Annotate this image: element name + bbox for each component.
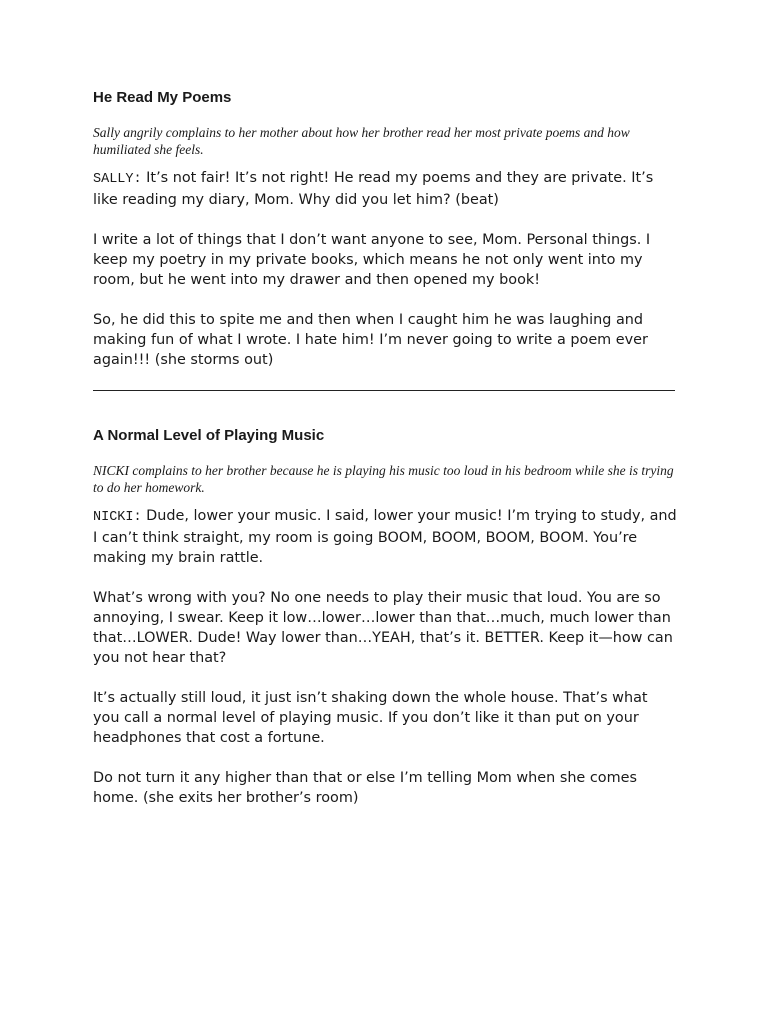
monologue-paragraph: What’s wrong with you? No one needs to play their music that loud. You are so annoying, I swear. Keep it low…lower…lower than that…much, much lower than that…LOWER. Dude! Way lower than…YEAH, that’s it. BETTER. Keep it—how can you not hear that? [93,590,673,666]
scene-he-read-my-poems [93,88,677,370]
scene-synopsis: NICKI complains to her brother because he is playing his music too loud in his bedroom while she is trying to do her homework. [93,463,674,495]
monologue-paragraph: I write a lot of things that I don’t want anyone to see, Mom. Personal things. I keep my poetry in my private books, which means he not only went into my room, but he went into my drawer and then opened my book! [93,232,651,288]
speaker-name: NICKI: [93,510,142,525]
monologue-paragraph [93,506,677,568]
scene-title: A Normal Level of Playing Music [93,427,325,444]
monologue-paragraph [93,168,677,210]
scene-title: He Read My Poems [93,89,232,106]
monologue-text: It’s not fair! It’s not right! He read my poems and they are private. It’s like reading my diary, Mom. Why did you let him? (beat) [93,170,654,208]
speaker-name: SALLY: [93,172,142,187]
monologue-paragraph: So, he did this to spite me and then when I caught him he was laughing and making fun of what I wrote. I hate him! I’m never going to write a poem ever again!!! (she storms out) [93,312,648,368]
scene-synopsis: Sally angrily complains to her mother about how her brother read her most private poems and how humiliated she feels. [93,125,630,157]
scene-normal-level-of-playing-music [93,426,677,808]
monologue-text: Dude, lower your music. I said, lower your music! I’m trying to study, and I can’t think straight, my room is going BOOM, BOOM, BOOM, BOOM. You’re making my brain rattle. [93,508,677,566]
monologue-paragraph: It’s actually still loud, it just isn’t shaking down the whole house. That’s what you call a normal level of playing music. If you don’t like it than put on your headphones that cost a fortune. [93,690,648,746]
monologue-paragraph: Do not turn it any higher than that or else I’m telling Mom when she comes home. (she exits her brother’s room) [93,770,637,806]
section-divider [93,390,675,391]
